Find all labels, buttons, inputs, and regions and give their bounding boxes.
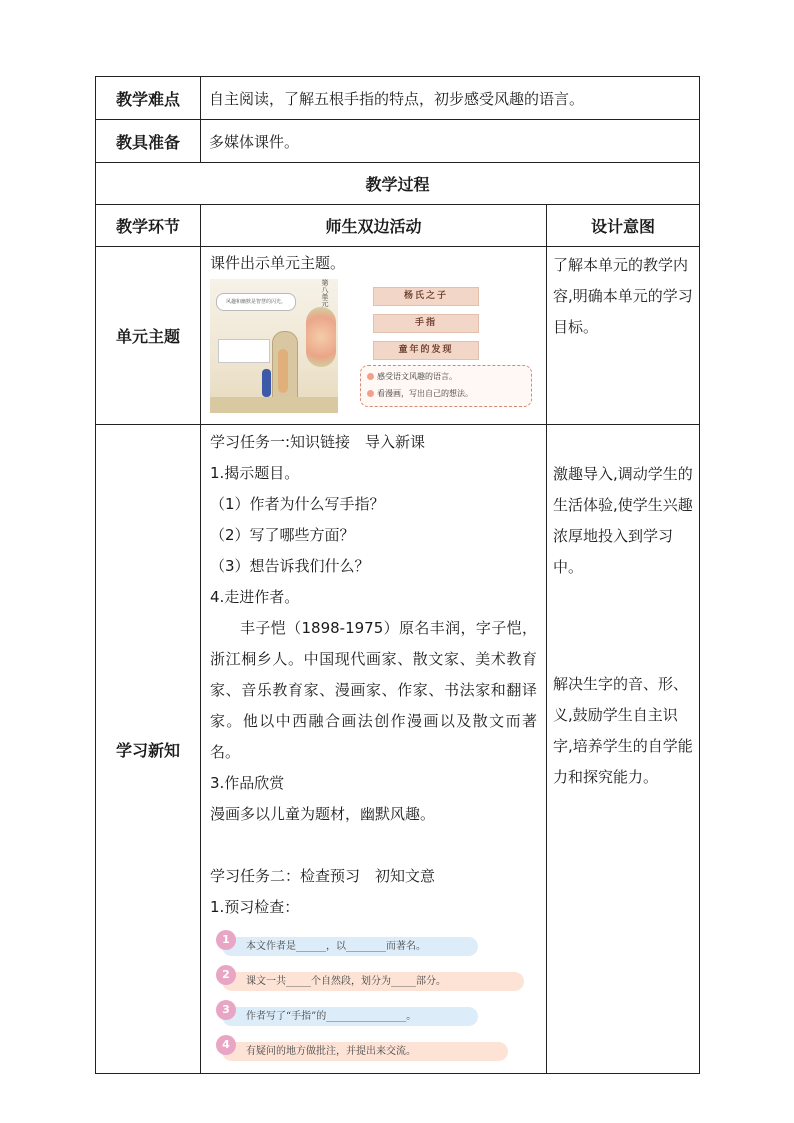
preview-check-item bbox=[216, 968, 537, 992]
intent-self-study: 解决生字的音、形、义,鼓励学生自主识字,培养学生的自学能力和探究能力。 bbox=[553, 675, 693, 786]
row-difficulty bbox=[96, 77, 700, 120]
learn-new-intent bbox=[547, 425, 700, 1074]
preview-check-item bbox=[216, 1003, 537, 1027]
difficulty-label: 教学难点 bbox=[96, 77, 201, 120]
unit-goal-2 bbox=[367, 388, 473, 399]
task1-title: 学习任务一:知识链接 导入新课 bbox=[210, 433, 426, 451]
step-reveal-title: 1.揭示题目。 bbox=[210, 464, 300, 482]
preview-check-text: 作者写了“手指”的________________。 bbox=[222, 1007, 478, 1026]
process-title: 教学过程 bbox=[96, 163, 700, 205]
unit-theme-intent bbox=[547, 247, 700, 425]
row-learn-new bbox=[96, 425, 700, 1074]
difficulty-value: 自主阅读，了解五根手指的特点，初步感受风趣的语言。 bbox=[201, 77, 700, 120]
learn-new-activity bbox=[201, 425, 547, 1074]
unit-theme-label: 单元主题 bbox=[96, 247, 201, 425]
learn-new-label: 学习新知 bbox=[96, 425, 201, 1074]
cover-unit-title: 第八单元 bbox=[321, 279, 329, 307]
child-figure bbox=[262, 369, 271, 397]
row-unit-theme bbox=[96, 247, 700, 425]
cover-quote: 风趣和幽默是智慧的闪光。 bbox=[216, 293, 296, 311]
preview-check-list bbox=[210, 933, 537, 1062]
task2-title: 学习任务二：检查预习 初知文意 bbox=[210, 867, 436, 885]
author-intro: 丰子恺（1898-1975）原名丰润，字子恺，浙江桐乡人。中国现代画家、散文家、美术教育家、音乐教育家、漫画家、作家、书法家和翻译家。他以中西融合画法创作漫画以及散文而著名。 bbox=[210, 619, 537, 761]
preview-check-number: 2 bbox=[216, 965, 236, 985]
goal-bullet-icon bbox=[367, 390, 374, 397]
materials-label: 教具准备 bbox=[96, 120, 201, 163]
ground-illustration bbox=[210, 397, 338, 413]
intent-engage: 激趣导入,调动学生的生活体验,使学生兴趣浓厚地投入到学习中。 bbox=[553, 465, 693, 576]
preview-check-text: 课文一共_____个自然段，划分为_____部分。 bbox=[222, 972, 524, 991]
row-process-title bbox=[96, 163, 700, 205]
header-stage: 教学环节 bbox=[96, 205, 201, 247]
lesson-title-2: 手指 bbox=[373, 314, 479, 333]
unit-intent-text: 了解本单元的教学内容,明确本单元的学习目标。 bbox=[553, 256, 693, 336]
question-3: （3）想告诉我们什么？ bbox=[210, 557, 370, 575]
question-1: （1）作者为什么写手指？ bbox=[210, 495, 385, 513]
unit-cover-illustration bbox=[210, 279, 338, 413]
lesson-plan-table bbox=[95, 76, 700, 1074]
cover-note bbox=[218, 339, 270, 363]
preview-check-text: 有疑问的地方做批注，并提出来交流。 bbox=[222, 1042, 508, 1061]
row-materials bbox=[96, 120, 700, 163]
preview-check-item bbox=[216, 933, 537, 957]
step-works: 3.作品欣赏 bbox=[210, 774, 285, 792]
lesson-title-1: 杨氏之子 bbox=[373, 287, 479, 306]
row-headers bbox=[96, 205, 700, 247]
header-intent: 设计意图 bbox=[547, 205, 700, 247]
unit-goal-1-text: 感受语文风趣的语言。 bbox=[377, 372, 457, 381]
header-activity: 师生双边活动 bbox=[201, 205, 547, 247]
materials-value: 多媒体课件。 bbox=[201, 120, 700, 163]
unit-goal-2-text: 看漫画，写出自己的想法。 bbox=[377, 389, 473, 398]
works-description: 漫画多以儿童为题材，幽默风趣。 bbox=[210, 805, 436, 823]
preview-check-title: 1.预习检查： bbox=[210, 898, 300, 916]
unit-theme-activity bbox=[201, 247, 547, 425]
preview-check-text: 本文作者是______，以________而著名。 bbox=[222, 937, 478, 956]
preview-check-item bbox=[216, 1038, 537, 1062]
unit-goal-1 bbox=[367, 371, 457, 382]
step-author: 4.走进作者。 bbox=[210, 588, 300, 606]
question-2: （2）写了哪些方面？ bbox=[210, 526, 355, 544]
preview-check-number: 3 bbox=[216, 1000, 236, 1020]
lesson-title-3: 童年的发现 bbox=[373, 341, 479, 360]
unit-goals-box bbox=[360, 365, 532, 407]
adult-figure bbox=[278, 349, 288, 393]
unit-activity-intro: 课件出示单元主题。 bbox=[210, 254, 346, 272]
unit-theme-image bbox=[210, 279, 532, 415]
preview-check-number: 1 bbox=[216, 930, 236, 950]
goal-bullet-icon bbox=[367, 373, 374, 380]
preview-check-number: 4 bbox=[216, 1035, 236, 1055]
blank-line bbox=[210, 830, 537, 861]
